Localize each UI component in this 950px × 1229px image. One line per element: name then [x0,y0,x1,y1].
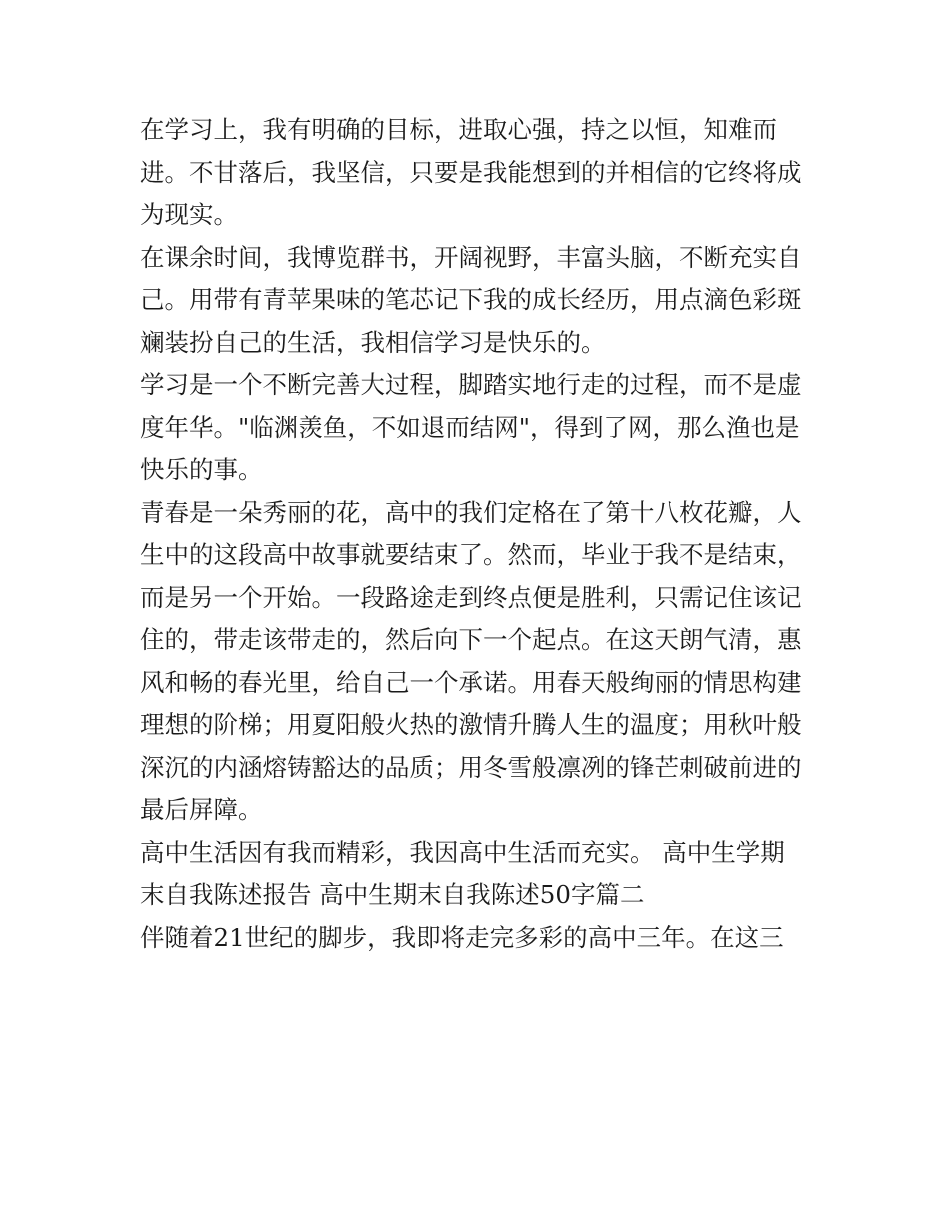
paragraph-study-goals [140,109,815,237]
paragraph-learning-process [140,364,815,492]
text-line: 住的，带走该带走的，然后向下一个起点。在这天朗气清，惠 [140,625,802,654]
text-line: 理想的阶梯；用夏阳般火热的激情升腾人生的温度；用秋叶般 [140,710,802,739]
text-line: 在课余时间，我博览群书，开阔视野，丰富头脑，不断充实自 [140,242,802,272]
text-line: 伴随着21世纪的脚步，我即将走完多彩的高中三年。在这三 [140,922,784,952]
paragraph-high-school-life [140,832,815,917]
paragraph-spare-time [140,237,815,365]
text-line: 度年华。"临渊羡鱼，不如退而结网"，得到了网，那么渔也是 [140,412,800,442]
paragraph-21st-century [140,917,815,960]
text-line: 末自我陈述报告 高中生期末自我陈述50字篇二 [140,880,645,909]
text-line: 风和畅的春光里，给自己一个承诺。用春天般绚丽的情思构建 [140,667,802,697]
text-line: 为现实。 [140,200,238,229]
text-line: 进。不甘落后，我坚信，只要是我能想到的并相信的它终将成 [140,157,802,187]
text-line: 高中生活因有我而精彩，我因高中生活而充实。 高中生学期 [140,837,785,867]
document-body [140,109,815,959]
text-line: 在学习上，我有明确的目标，进取心强，持之以恒，知难而 [140,115,777,144]
text-line: 己。用带有青苹果味的笔芯记下我的成长经历，用点滴色彩斑 [140,285,802,314]
paragraph-youth [140,492,815,832]
text-line: 生中的这段高中故事就要结束了。然而，毕业于我不是结束， [140,540,802,569]
text-line: 斓装扮自己的生活，我相信学习是快乐的。 [140,327,606,357]
text-line: 最后屏障。 [140,795,263,824]
text-line: 快乐的事。 [140,455,263,484]
text-line: 青春是一朵秀丽的花，高中的我们定格在了第十八枚花瓣，人 [140,497,802,527]
text-line: 而是另一个开始。一段路途走到终点便是胜利，只需记住该记 [140,582,802,612]
text-line: 深沉的内涵熔铸豁达的品质；用冬雪般凛冽的锋芒刺破前进的 [140,752,802,782]
text-line: 学习是一个不断完善大过程，脚踏实地行走的过程，而不是虚 [140,370,802,399]
